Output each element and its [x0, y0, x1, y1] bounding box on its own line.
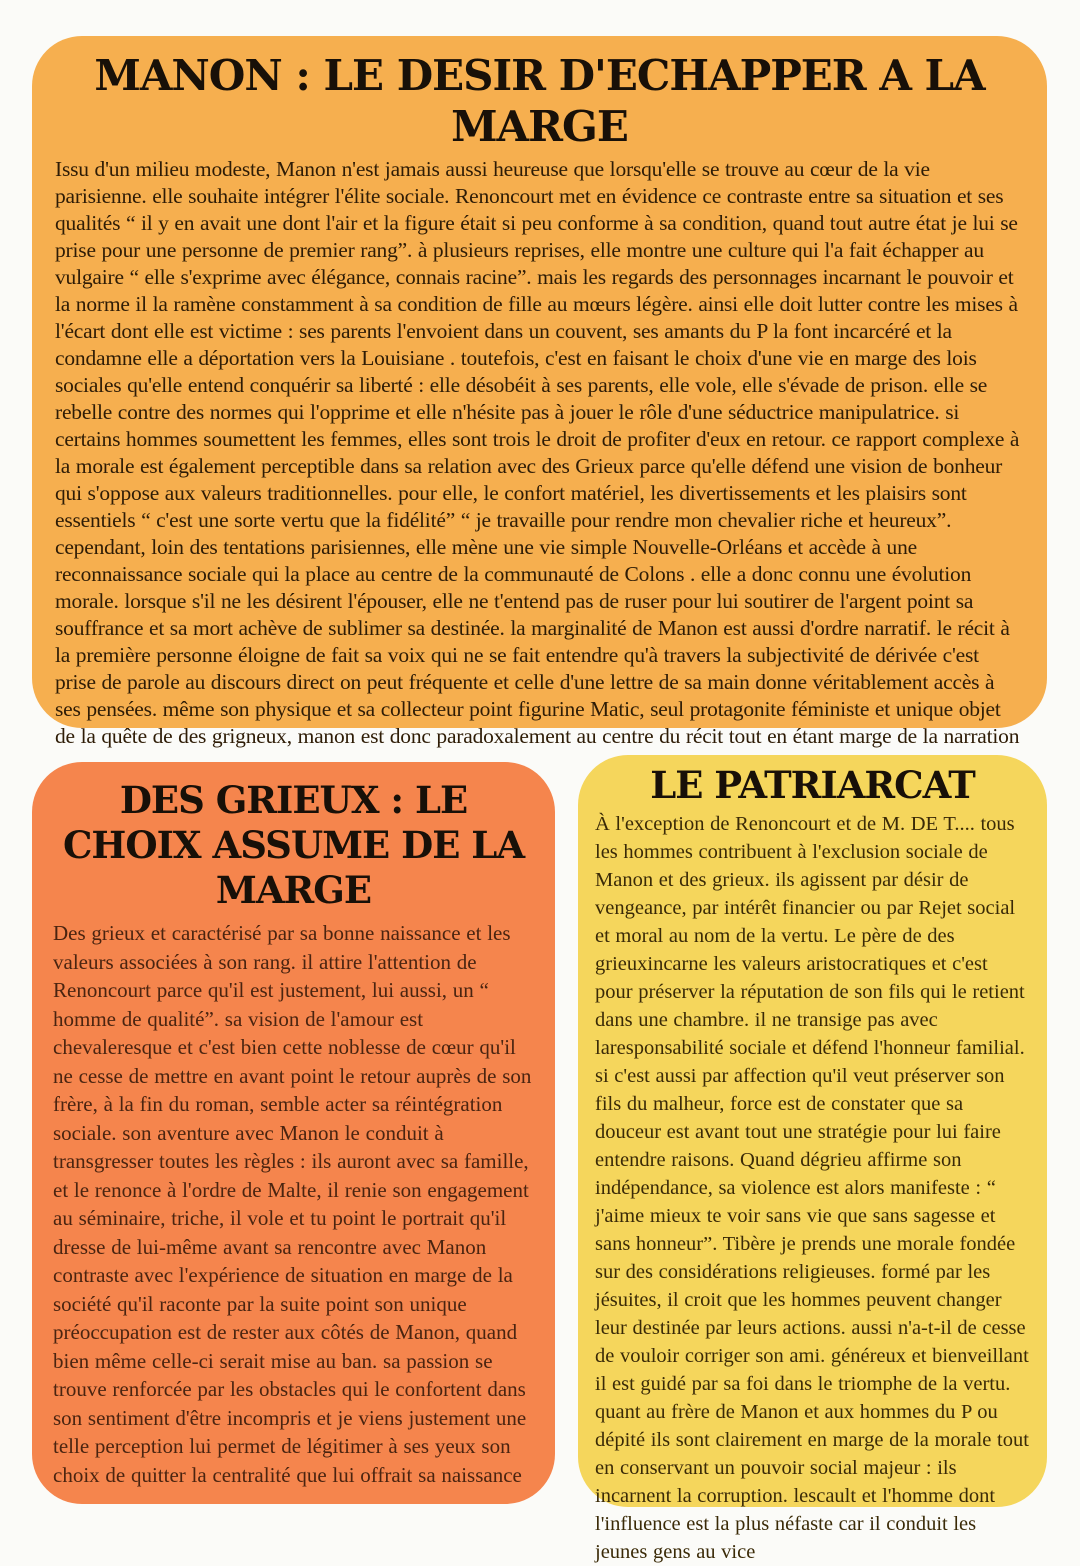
section-body-manon: Issu d'un milieu modeste, Manon n'est jamais aussi heureuse que lorsqu'elle se trouve au cœur de la vie parisienne. elle souhaite intégrer l'élite sociale. Renoncourt met en évidence ce contraste entre sa situation et ses qualités “ il y en avait une dont l'air et la figure était si peu conforme à sa condition, quand tout autre état je lui se prise pour une personne de premier rang”. à plusieurs reprises, elle montre une culture qui l'a fait échapper au vulgaire “ elle s'exprime avec élégance, connais racine”. mais les regards des personnages incarnant le pouvoir et la norme il la ramène constamment à sa condition de fille au mœurs légère. ainsi elle doit lutter contre les mises à l'écart dont elle est victime : ses parents l'envoient dans un couvent, ses amants du P la font incarcéré et la condamne elle a déportation vers la Louisiane . toutefois, c'est en faisant le choix d'une vie en marge des lois sociales qu'elle entend conquérir sa liberté : elle désobéit à ses parents, elle vole, elle s'évade de prison. elle se rebelle contre des normes qui l'opprime et elle n'hésite pas à jouer le rôle d'une séductrice manipulatrice. si certains hommes soumettent les femmes, elles sont trois le droit de profiter d'eux en retour. ce rapport complexe à la morale est également perceptible dans sa relation avec des Grieux parce qu'elle défend une vision de bonheur qui s'oppose aux valeurs traditionnelles. pour elle, le confort matériel, les divertissements et les plaisirs sont essentiels “ c'est une sorte vertu que la fidélité” “ je travaille pour rendre mon chevalier riche et heureux”. cependant, loin des tentations parisiennes, elle mène une vie simple Nouvelle-Orléans et accède à une reconnaissance sociale qui la place au centre de la communauté de Colons . elle a donc connu une évolution morale. lorsque s'il ne les désirent l'épouser, elle ne t'entend pas de ruser pour lui soutirer de l'argent point sa souffrance et sa mort achève de sublimer sa destinée. la marginalité de Manon est aussi d'ordre narratif. le récit à la première personne éloigne de fait sa voix qui ne se fait entendre qu'à travers la subjectivité de dérivée c'est prise de parole au discours direct on peut fréquente et celle d'une lettre de sa main donne véritablement accès à ses pensées. même son physique et sa collecteur point figurine Matic, seul protagonite féministe et unique objet de la quête de des grigneux, manon est donc paradoxalement au centre du récit tout en étant marge de la narration — [55, 157, 1020, 749]
section-body-patriarcat: À l'exception de Renoncourt et de M. DE T.... tous les hommes contribuent à l'exclusion sociale de Manon et des grieux. ils agissent par désir de vengeance, par intérêt financier ou par Rejet social et moral au nom de la vertu. Le père de des grieuxincarne les valeurs aristocratiques et c'est pour préserver la réputation de son fils qui le retient dans une chambre. il ne transige pas avec laresponsabilité sociale et défend l'honneur familial. si c'est aussi par affection qu'il veut préserver son fils du malheur, force est de constater que sa douceur est avant tout une stratégie pour lui faire entendre raisons. Quand dégrieu affirme son indépendance, sa violence est alors manifeste : “ j'aime mieux te voir sans vie que sans sagesse et sans honneur”. Tibère je prends une morale fondée sur des considérations religieuses. formé par les jésuites, il croit que les hommes peuvent changer leur destinée par leurs actions. aussi n'a-t-il de cesse de vouloir corriger son ami. généreux et bienveillant il est guidé par sa foi dans le triomphe de la vertu. quant au frère de Manon et aux hommes du P ou dépité ils sont clairement en marge de la morale tout en conservant un pouvoir social majeur : ils incarnent la corruption. lescault et l'homme dont l'influence est la plus néfaste car il conduit les jeunes gens au vice — [595, 813, 1029, 1564]
section-body-des-grieux: Des grieux et caractérisé par sa bonne naissance et les valeurs associées à son rang. il attire l'attention de Renoncourt parce qu'il est justement, lui aussi, un “ homme de qualité”. sa vision de l'amour est chevaleresque et c'est bien cette noblesse de cœur qu'il ne cesse de mettre en avant point le retour auprès de son frère, à la fin du roman, semble acter sa réintégration sociale. son aventure avec Manon le conduit à transgresser toutes les règles : ils auront avec sa famille, et le renonce à l'ordre de Malte, il renie son engagement au séminaire, triche, il vole et tu point le portrait qu'il dresse de lui-même avant sa rencontre avec Manon contraste avec l'expérience de situation en marge de la société qu'il raconte par la suite point son unique préoccupation est de rester aux côtés de Manon, quand bien même celle-ci serait mise au ban. sa passion se trouve renforcée par les obstacles qui le confortent dans son sentiment d'être incompris et je viens justement une telle perception lui permet de légitimer à ses yeux son choix de quitter la centralité que lui offrait sa naissance — [53, 921, 532, 1487]
section-card-patriarcat — [578, 755, 1047, 1564]
section-title-des-grieux: DES GRIEUX : LE CHOIX ASSUME DE LA MARGE — [62, 778, 525, 913]
section-card-manon — [32, 36, 1047, 749]
section-card-des-grieux — [32, 762, 555, 1504]
section-title-manon: MANON : LE DESIR D'ECHAPPER A LA MARGE — [94, 51, 985, 152]
section-title-patriarcat: LE PATRIARCAT — [650, 763, 975, 807]
